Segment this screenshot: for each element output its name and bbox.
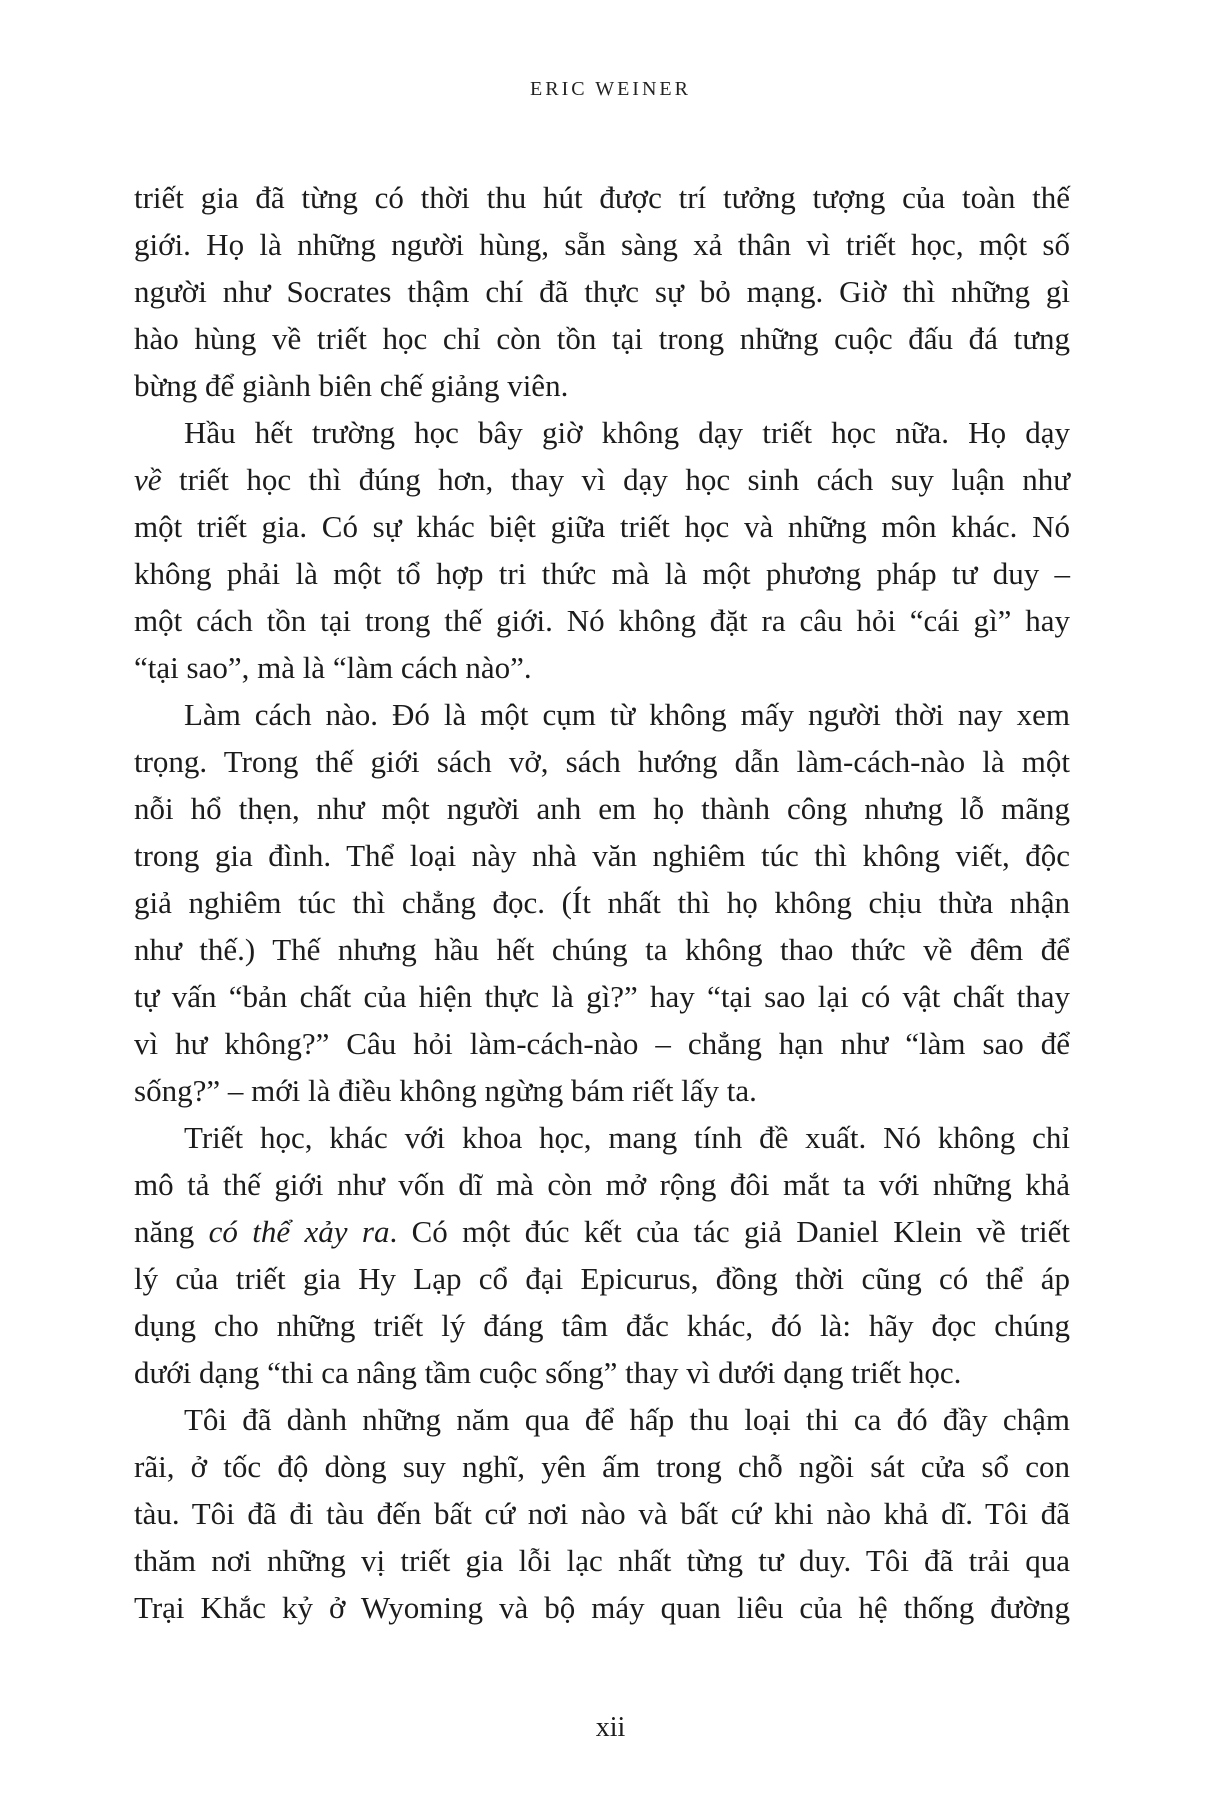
text-segment: sống?” – mới là điều không ngừng bám riết lấy ta.: [134, 1073, 757, 1108]
page-number: xii: [595, 1712, 626, 1743]
text-line: [134, 315, 1070, 362]
paragraph: [134, 691, 1070, 1114]
text-segment: Làm cách nào. Đó là một cụm từ không mấy người thời nay xem: [184, 697, 1070, 732]
text-segment: giả nghiêm túc thì chẳng đọc. (Ít nhất thì họ không chịu thừa nhận: [134, 885, 1070, 920]
italic-text-segment: về: [134, 462, 162, 497]
text-segment: rãi, ở tốc độ dòng suy nghĩ, yên ấm trong chỗ ngồi sát cửa sổ con: [134, 1449, 1070, 1484]
text-segment: Triết học, khác với khoa học, mang tính đề xuất. Nó không chỉ: [184, 1120, 1070, 1155]
text-line: [134, 550, 1070, 597]
text-line: [134, 597, 1070, 644]
text-segment: như thế.) Thế nhưng hầu hết chúng ta không thao thức về đêm để: [134, 932, 1070, 967]
text-line: [134, 1208, 1070, 1255]
paragraph: [134, 174, 1070, 409]
text-line: [134, 1020, 1070, 1067]
text-segment: nỗi hổ thẹn, như một người anh em họ thành công nhưng lỗ mãng: [134, 791, 1070, 826]
text-segment: bừng để giành biên chế giảng viên.: [134, 368, 569, 403]
text-line: [134, 832, 1070, 879]
text-segment: Trại Khắc kỷ ở Wyoming và bộ máy quan liêu của hệ thống đường: [134, 1590, 1070, 1625]
text-segment: giới. Họ là những người hùng, sẵn sàng xả thân vì triết học, một số: [134, 227, 1070, 262]
text-line: [134, 1396, 1070, 1443]
text-line: [134, 503, 1070, 550]
body-text: [134, 174, 1070, 1631]
text-line: [134, 456, 1070, 503]
text-line: [134, 221, 1070, 268]
paragraph: [134, 1114, 1070, 1396]
text-segment: triết gia đã từng có thời thu hút được trí tưởng tượng của toàn thế: [134, 180, 1070, 215]
text-segment: năng: [134, 1214, 209, 1249]
text-segment: Hầu hết trường học bây giờ không dạy triết học nữa. Họ dạy: [184, 415, 1070, 450]
paragraph: [134, 1396, 1070, 1631]
text-segment: người như Socrates thậm chí đã thực sự bỏ mạng. Giờ thì những gì: [134, 274, 1070, 309]
italic-text-segment: có thể xảy ra: [208, 1214, 390, 1249]
text-segment: thăm nơi những vị triết gia lỗi lạc nhất từng tư duy. Tôi đã trải qua: [134, 1543, 1070, 1578]
text-line: [134, 644, 1070, 691]
text-segment: “tại sao”, mà là “làm cách nào”.: [134, 650, 532, 685]
text-line: [134, 174, 1070, 221]
text-line: [134, 1584, 1070, 1631]
text-line: [134, 1255, 1070, 1302]
text-line: [134, 1443, 1070, 1490]
text-line: [134, 926, 1070, 973]
text-line: [134, 1537, 1070, 1584]
text-segment: không phải là một tổ hợp tri thức mà là một phương pháp tư duy –: [134, 556, 1070, 591]
text-line: [134, 409, 1070, 456]
text-segment: tàu. Tôi đã đi tàu đến bất cứ nơi nào và bất cứ khi nào khả dĩ. Tôi đã: [134, 1496, 1070, 1531]
text-line: [134, 362, 1070, 409]
text-segment: một cách tồn tại trong thế giới. Nó không đặt ra câu hỏi “cái gì” hay: [134, 603, 1070, 638]
text-segment: mô tả thế giới như vốn dĩ mà còn mở rộng đôi mắt ta với những khả: [134, 1167, 1070, 1202]
text-segment: trong gia đình. Thể loại này nhà văn nghiêm túc thì không viết, độc: [134, 838, 1070, 873]
paragraph: [134, 409, 1070, 691]
text-segment: hào hùng về triết học chỉ còn tồn tại trong những cuộc đấu đá tưng: [134, 321, 1070, 356]
text-line: [134, 268, 1070, 315]
text-segment: dưới dạng “thi ca nâng tầm cuộc sống” thay vì dưới dạng triết học.: [134, 1355, 962, 1390]
text-line: [134, 785, 1070, 832]
text-line: [134, 1067, 1070, 1114]
text-segment: tự vấn “bản chất của hiện thực là gì?” hay “tại sao lại có vật chất thay: [134, 979, 1070, 1014]
running-header-author: ERIC WEINER: [530, 78, 691, 100]
text-segment: triết học thì đúng hơn, thay vì dạy học sinh cách suy luận như: [161, 462, 1070, 497]
text-segment: lý của triết gia Hy Lạp cổ đại Epicurus, đồng thời cũng có thể áp: [134, 1261, 1070, 1296]
text-line: [134, 1114, 1070, 1161]
text-line: [134, 691, 1070, 738]
text-line: [134, 1302, 1070, 1349]
text-line: [134, 1490, 1070, 1537]
text-segment: . Có một đúc kết của tác giả Daniel Klein về triết: [389, 1214, 1071, 1249]
text-line: [134, 879, 1070, 926]
text-segment: dụng cho những triết lý đáng tâm đắc khác, đó là: hãy đọc chúng: [134, 1308, 1070, 1343]
text-segment: Tôi đã dành những năm qua để hấp thu loại thi ca đó đầy chậm: [184, 1402, 1070, 1437]
text-line: [134, 1349, 1070, 1396]
text-segment: vì hư không?” Câu hỏi làm-cách-nào – chẳng hạn như “làm sao để: [134, 1026, 1070, 1061]
text-line: [134, 1161, 1070, 1208]
text-segment: một triết gia. Có sự khác biệt giữa triết học và những môn khác. Nó: [134, 509, 1070, 544]
text-line: [134, 738, 1070, 785]
text-line: [134, 973, 1070, 1020]
text-segment: trọng. Trong thế giới sách vở, sách hướng dẫn làm-cách-nào là một: [134, 744, 1070, 779]
